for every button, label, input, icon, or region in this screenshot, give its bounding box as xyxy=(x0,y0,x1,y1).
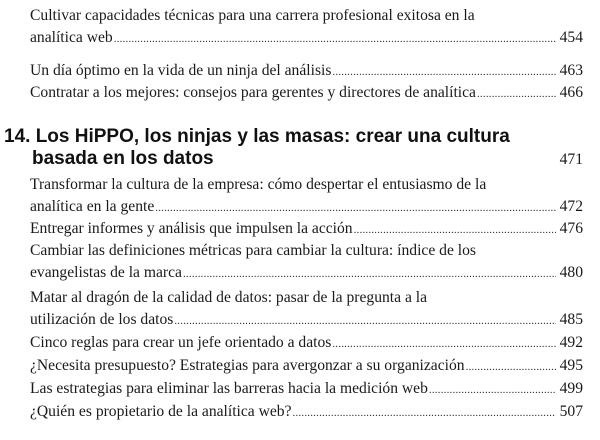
chapter-title-line1: 14. Los HiPPO, los ninjas y las masas: crear una cultura xyxy=(4,126,510,147)
leader-dots xyxy=(429,379,556,401)
chapter-heading xyxy=(4,126,583,170)
leader-dots xyxy=(183,263,556,285)
page-number: 476 xyxy=(559,220,583,237)
toc-entry-text-line1: Cultivar capacidades técnicas para una carrera profesional exitosa en la xyxy=(30,7,475,24)
toc-entry-text: Contratar a los mejores: consejos para gerentes y directores de analítica xyxy=(30,84,476,101)
toc-entry-text-line2: utilización de los datos xyxy=(30,311,174,328)
page-number: 499 xyxy=(559,380,583,397)
toc-entry-text: Las estrategias para eliminar las barreras hacia la medición web xyxy=(30,380,428,397)
leader-dots xyxy=(332,333,556,355)
toc-entry-text-line1: Matar al dragón de la calidad de datos: pasar de la pregunta a la xyxy=(30,289,428,306)
toc-entry-metric-definitions xyxy=(30,240,583,284)
toc-entry-text: ¿Quién es propietario de la analítica web? xyxy=(30,403,292,420)
toc-entry-text-line1: Transformar la cultura de la empresa: cómo despertar el entusiasmo de la xyxy=(30,176,487,193)
leader-dots xyxy=(477,83,556,105)
chapter-page-number: 471 xyxy=(559,151,583,168)
page-number: 507 xyxy=(559,403,583,420)
page-number: 495 xyxy=(559,357,583,374)
toc-entry-budget xyxy=(30,355,583,377)
toc-entry-five-rules xyxy=(30,332,583,354)
leader-dots xyxy=(332,61,556,83)
toc-entry-text-line2: analítica web xyxy=(30,29,113,46)
toc-entry-transform-culture xyxy=(30,174,583,218)
leader-dots xyxy=(466,356,556,378)
page-number: 480 xyxy=(559,264,583,281)
page-number: 454 xyxy=(559,29,583,46)
page-number: 472 xyxy=(559,198,583,215)
leader-dots xyxy=(293,402,556,424)
page-number: 485 xyxy=(559,311,583,328)
toc-entry-text: ¿Necesita presupuesto? Estrategias para avergonzar a su organización xyxy=(30,357,465,374)
page-number: 492 xyxy=(559,334,583,351)
toc-entry-text: Entregar informes y análisis que impulsen la acción xyxy=(30,220,353,237)
toc-entry-text-line1: Cambiar las definiciones métricas para cambiar la cultura: índice de los xyxy=(30,242,476,259)
leader-dots xyxy=(354,219,556,241)
toc-entry-ownership xyxy=(30,401,583,423)
toc-entry-text-line2: evangelistas de la marca xyxy=(30,264,182,281)
toc-entry-hiring xyxy=(30,82,583,104)
leader-dots xyxy=(155,197,556,219)
page-number: 466 xyxy=(559,84,583,101)
toc-entry-text: Cinco reglas para crear un jefe orientado a datos xyxy=(30,334,332,351)
toc-entry-text: Un día óptimo en la vida de un ninja del análisis xyxy=(30,62,332,79)
leader-dots xyxy=(114,28,556,50)
page-number: 463 xyxy=(559,62,583,79)
toc-entry-text-line2: analítica en la gente xyxy=(30,198,155,215)
leader-dots xyxy=(174,310,556,332)
toc-entry-reports xyxy=(30,218,583,240)
chapter-title-line2: basada en los datos xyxy=(32,148,214,169)
toc-entry-barriers xyxy=(30,378,583,400)
toc-entry-careers xyxy=(30,5,583,49)
toc-entry-data-quality xyxy=(30,287,583,331)
toc-entry-ninja-day xyxy=(30,60,583,82)
